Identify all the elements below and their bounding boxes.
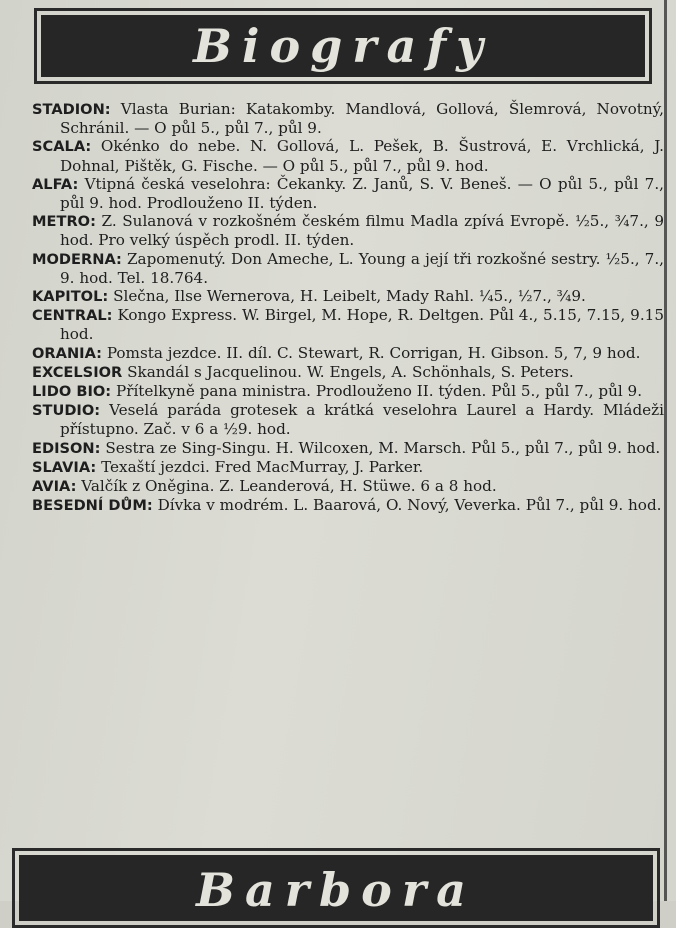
cinema-name: CENTRAL:: [32, 307, 113, 325]
cinema-listings: [32, 100, 664, 515]
listing-entry: [32, 458, 664, 477]
section-header-banner: [41, 15, 645, 77]
listing-text: Kongo Express. W. Birgel, M. Hope, R. Deltgen. Půl 4., 5.15, 7.15, 9.15 hod.: [60, 306, 664, 344]
cinema-name: AVIA:: [32, 478, 77, 496]
cinema-name: KAPITOL:: [32, 288, 109, 306]
cinema-name: EXCELSIOR: [32, 363, 123, 381]
listing-entry: [32, 306, 664, 343]
listing-text: Valčík z Oněgina. Z. Leanderová, H. Stüwe. 6 a 8 hod.: [81, 477, 497, 496]
listing-entry: [32, 137, 664, 174]
cinema-name: BESEDNÍ DŮM:: [32, 497, 153, 515]
listing-entry: [32, 175, 664, 212]
listing-text: Vtipná česká veselohra: Čekanky. Z. Janů, S. V. Beneš. — O půl 5., půl 7., půl 9. hod. Prodlouženo II. týden.: [60, 174, 665, 213]
listing-text: Skandál s Jacquelinou. W. Engels, A. Schönhals, S. Peters.: [127, 362, 574, 381]
listing-entry: [32, 100, 664, 137]
cinema-name: SLAVIA:: [32, 458, 97, 476]
listing-text: Veselá paráda grotesek a krátká veselohra Laurel a Hardy. Mládeži přístupno. Zač. v 6 a ½9. hod.: [60, 401, 665, 439]
cinema-name: STUDIO:: [32, 402, 101, 420]
listing-text: Dívka v modrém. L. Baarová, O. Nový, Veverka. Půl 7., půl 9. hod.: [157, 496, 662, 515]
next-section-header: [12, 848, 660, 928]
listing-text: Texaští jezdci. Fred MacMurray, J. Parker.: [101, 457, 424, 476]
listing-entry: [32, 401, 664, 438]
listing-entry: [32, 344, 664, 363]
listing-entry: [32, 287, 664, 306]
listing-entry: [32, 439, 664, 458]
listing-text: Pomsta jezdce. II. díl. C. Stewart, R. Corrigan, H. Gibson. 5, 7, 9 hod.: [106, 343, 641, 362]
cinema-name: METRO:: [32, 213, 96, 231]
listing-text: Sestra ze Sing-Singu. H. Wilcoxen, M. Marsch. Půl 5., půl 7., půl 9. hod.: [105, 438, 661, 457]
cinema-name: ORANIA:: [32, 344, 102, 362]
column-rule: [664, 0, 667, 901]
cinema-name: ALFA:: [32, 175, 79, 193]
section-header: [34, 8, 652, 84]
cinema-name: EDISON:: [32, 439, 101, 457]
section-title: Biografy: [193, 19, 493, 73]
listing-text: Vlasta Burian: Katakomby. Mandlová, Gollová, Šlemrová, Novotný, Schránil. — O půl 5., půl 7., půl 9.: [60, 100, 664, 138]
next-section-title: Barbora: [196, 863, 476, 917]
cinema-name: LIDO BIO:: [32, 383, 112, 401]
cinema-name: SCALA:: [32, 138, 92, 156]
listing-entry: [32, 212, 664, 249]
listing-text: Přítelkyně pana ministra. Prodlouženo II. týden. Půl 5., půl 7., půl 9.: [115, 382, 643, 401]
listing-entry: [32, 382, 664, 401]
listing-entry: [32, 250, 664, 287]
listing-text: Okénko do nebe. N. Gollová, L. Pešek, B. Šustrová, E. Vrchlická, J. Dohnal, Pištěk, G. Fische. — O půl 5., půl 7., půl 9. hod.: [60, 137, 664, 175]
listing-entry: [32, 496, 664, 515]
listing-entry: [32, 477, 664, 496]
next-section-banner: [19, 855, 653, 921]
listing-text: Zapomenutý. Don Ameche, L. Young a její tři rozkošné sestry. ½5., 7., 9. hod. Tel. 18.764.: [60, 249, 665, 287]
listing-text: Z. Sulanová v rozkošném českém filmu Madla zpívá Evropě. ½5., ¾7., 9 hod. Pro velký úspěch prodl. II. týden.: [60, 212, 665, 250]
listing-entry: [32, 363, 664, 382]
cinema-name: MODERNA:: [32, 250, 122, 268]
listing-text: Slečna, Ilse Wernerova, H. Leibelt, Mady Rahl. ¼5., ½7., ¾9.: [113, 287, 586, 306]
cinema-name: STADION:: [32, 101, 111, 118]
